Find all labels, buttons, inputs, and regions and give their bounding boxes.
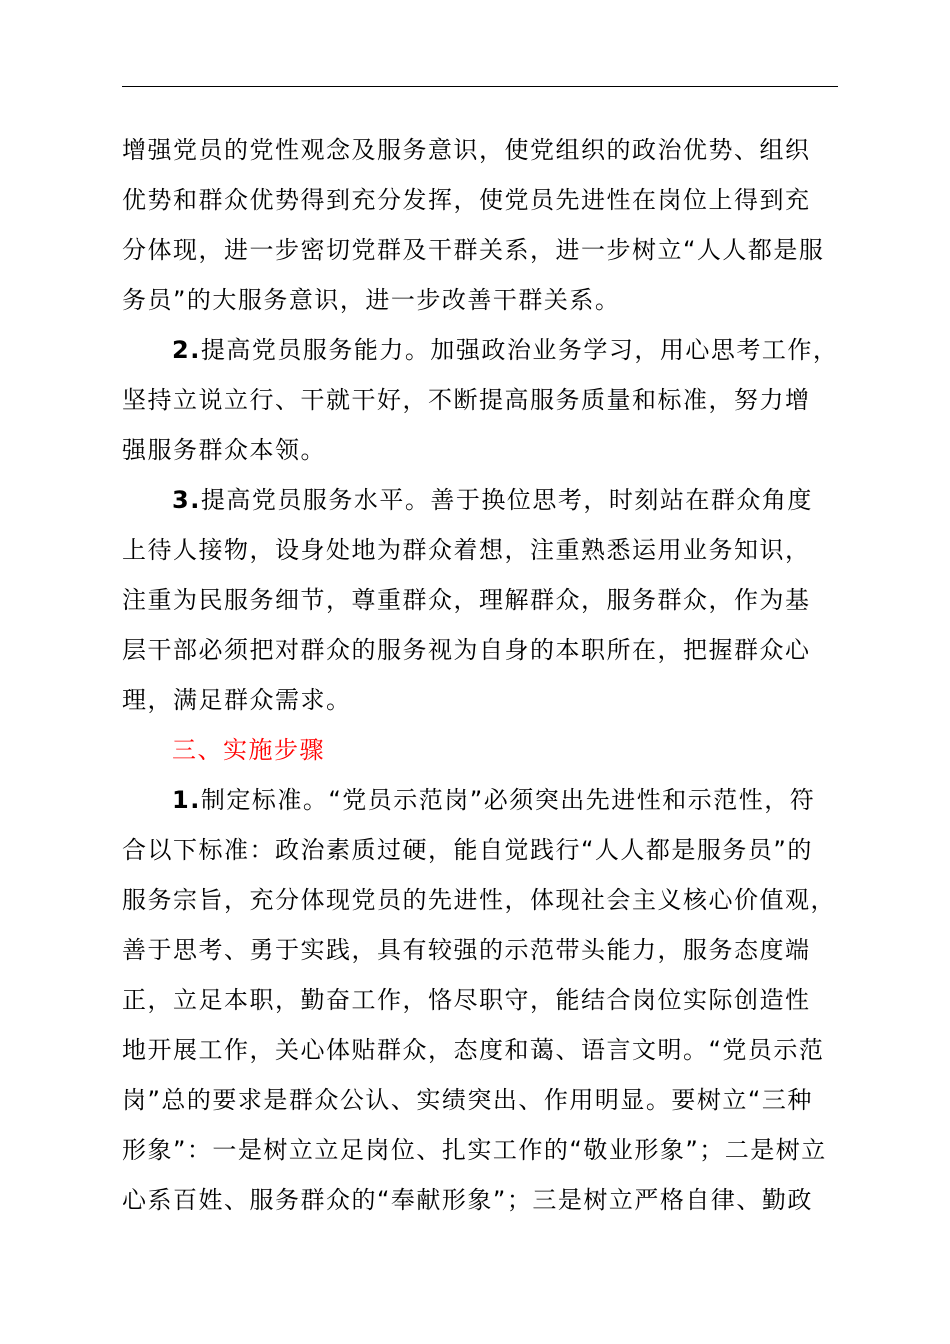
- item-number: 3.: [172, 486, 201, 514]
- section-heading: 三、实施步骤: [172, 736, 325, 764]
- text-line: 理，满足群众需求。: [122, 686, 352, 714]
- text-line: 2.提高党员服务能力。加强政治业务学习，用心思考工作，: [172, 336, 839, 364]
- text-line: 坚持立说立行、干就干好，不断提高服务质量和标准，努力增: [122, 386, 811, 414]
- text-line: 注重为民服务细节，尊重群众，理解群众，服务群众，作为基: [122, 586, 811, 614]
- text-line: 合以下标准：政治素质过硬，能自觉践行“人人都是服务员”的: [122, 836, 813, 864]
- text-line: 心系百姓、服务群众的“奉献形象”；三是树立严格自律、勤政: [122, 1186, 813, 1214]
- item-number: 1.: [172, 786, 201, 814]
- item-number: 2.: [172, 336, 201, 364]
- text-line: 上待人接物，设身处地为群众着想，注重熟悉运用业务知识，: [122, 536, 811, 564]
- text-line: 务员”的大服务意识，进一步改善干群关系。: [122, 286, 621, 314]
- text-line: 地开展工作，关心体贴群众，态度和蔼、语言文明。“党员示范: [122, 1036, 825, 1064]
- text-line: 3.提高党员服务水平。善于换位思考，时刻站在群众角度: [172, 486, 813, 514]
- text-line: 正，立足本职，勤奋工作，恪尽职守，能结合岗位实际创造性: [122, 986, 811, 1014]
- text-line: 强服务群众本领。: [122, 436, 326, 464]
- text-line: 增强党员的党性观念及服务意识，使党组织的政治优势、组织: [122, 136, 811, 164]
- text-line: 服务宗旨，充分体现党员的先进性，体现社会主义核心价值观，: [122, 886, 836, 914]
- text-line: 形象”：一是树立立足岗位、扎实工作的“敬业形象”；二是树立: [122, 1136, 827, 1164]
- text-line: 1.制定标准。“党员示范岗”必须突出先进性和示范性，符: [172, 786, 816, 814]
- text-line: 分体现，进一步密切党群及干群关系，进一步树立“人人都是服: [122, 236, 825, 264]
- text-line: 岗”总的要求是群众公认、实绩突出、作用明显。要树立“三种: [122, 1086, 813, 1114]
- text-line: 善于思考、勇于实践，具有较强的示范带头能力，服务态度端: [122, 936, 811, 964]
- header-rule: [122, 86, 838, 87]
- text-line: 优势和群众优势得到充分发挥，使党员先进性在岗位上得到充: [122, 186, 811, 214]
- text-line: 层干部必须把对群众的服务视为自身的本职所在，把握群众心: [122, 636, 811, 664]
